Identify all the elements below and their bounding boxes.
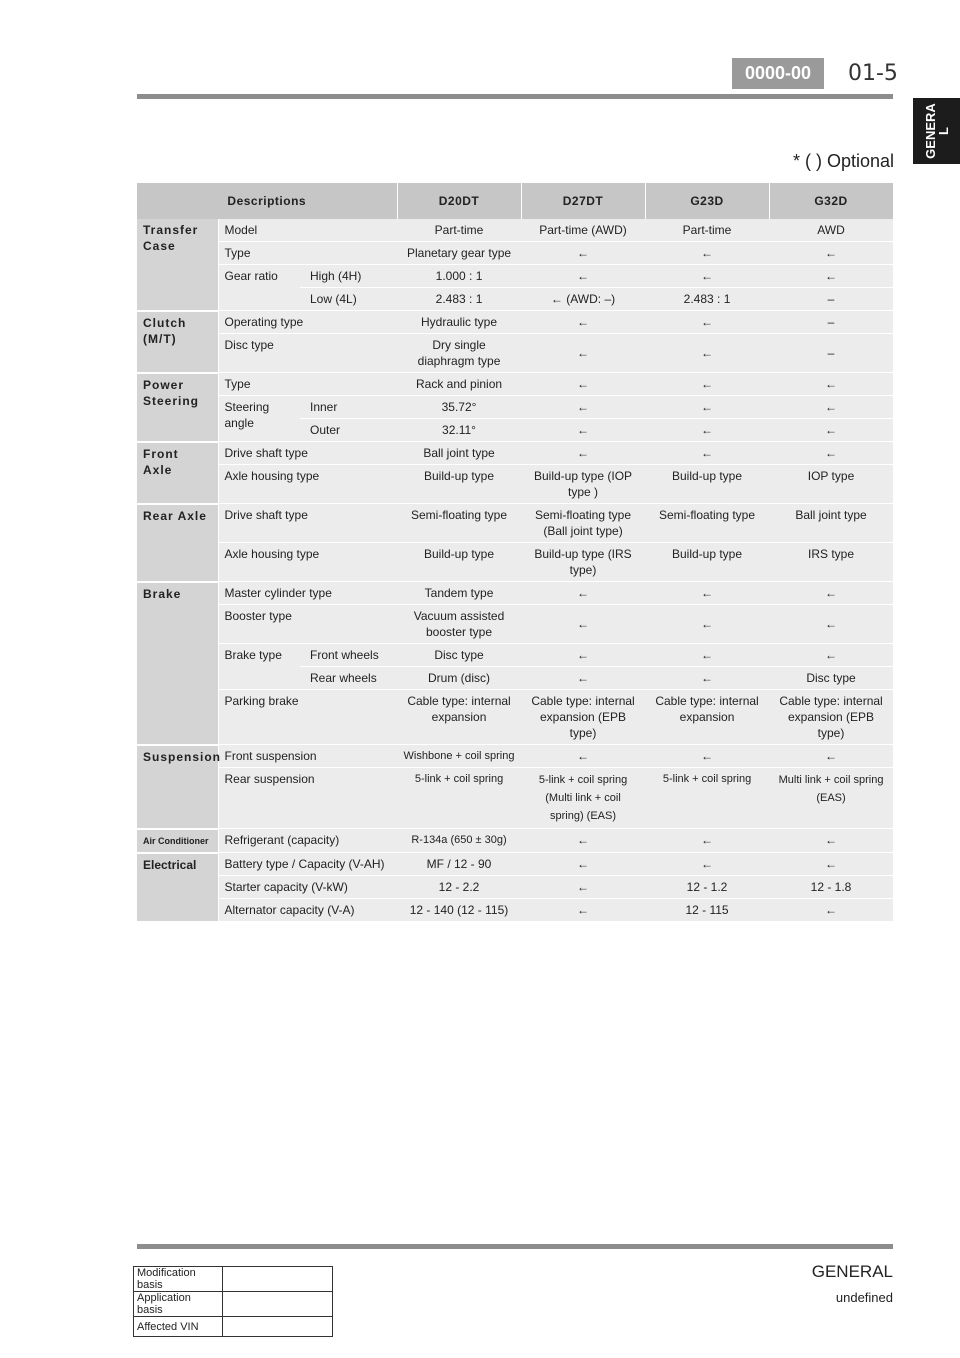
cell-value: ← <box>521 442 645 465</box>
cell-value: ← <box>645 311 769 334</box>
cell-value: ← <box>521 396 645 419</box>
cell-value: Build-up type (IOP type ) <box>521 465 645 504</box>
cell-value: ← <box>521 667 645 690</box>
cell-value: Drum (disc) <box>397 667 521 690</box>
row-sublabel: Low (4L) <box>300 288 397 311</box>
cell-value: ← <box>521 334 645 373</box>
affected-vin-label: Affected VIN <box>134 1317 223 1337</box>
table-row <box>137 465 893 504</box>
cell-value: Rack and pinion <box>397 373 521 396</box>
cell-value: R-134a (650 ± 30g) <box>397 829 521 853</box>
cell-value: ← <box>769 853 893 876</box>
cell-value: 35.72° <box>397 396 521 419</box>
cell-value: 5-link + coil spring <box>645 768 769 829</box>
modification-row <box>134 1267 333 1292</box>
cell-value: IOP type <box>769 465 893 504</box>
row-label: Type <box>218 373 397 396</box>
cell-value: ← <box>521 265 645 288</box>
page-number: 01-5 <box>848 61 898 86</box>
row-sublabel: High (4H) <box>300 265 397 288</box>
modification-label: Modification basis <box>134 1267 223 1292</box>
cell-value: ← <box>521 242 645 265</box>
cell-value: ← <box>769 419 893 442</box>
cell-value: ← <box>521 311 645 334</box>
section-side-tab[interactable] <box>913 98 960 164</box>
cell-value: 5-link + coil spring (Multi link + coil spring) (EAS) <box>521 768 645 829</box>
cell-value: ← <box>769 644 893 667</box>
modification-value <box>223 1267 333 1292</box>
cell-value: ← <box>769 373 893 396</box>
modification-row <box>134 1292 333 1317</box>
cell-value: ← <box>769 899 893 922</box>
cell-value: 12 - 1.8 <box>769 876 893 899</box>
category-brake: Brake <box>137 582 218 745</box>
row-label: Model <box>218 219 397 242</box>
cell-value: Disc type <box>397 644 521 667</box>
table-row <box>137 690 893 745</box>
header-d20dt: D20DT <box>397 183 521 219</box>
row-label: Front suspension <box>218 745 397 768</box>
cell-value: 12 - 2.2 <box>397 876 521 899</box>
header-d27dt: D27DT <box>521 183 645 219</box>
cell-value: 12 - 140 (12 - 115) <box>397 899 521 922</box>
row-sublabel: Front wheels <box>300 644 397 667</box>
table-row <box>137 265 893 288</box>
cell-value: Ball joint type <box>769 504 893 543</box>
table-row <box>137 504 893 543</box>
cell-value: 32.11° <box>397 419 521 442</box>
table-row <box>137 853 893 876</box>
cell-value: Part-time <box>397 219 521 242</box>
row-label: Type <box>218 242 397 265</box>
cell-value: Build-up type <box>397 465 521 504</box>
row-label: Alternator capacity (V-A) <box>218 899 397 922</box>
cell-value: ← <box>521 419 645 442</box>
cell-value: ← <box>521 745 645 768</box>
cell-value: Part-time (AWD) <box>521 219 645 242</box>
table-row <box>137 899 893 922</box>
row-label: Refrigerant (capacity) <box>218 829 397 853</box>
cell-value: 2.483 : 1 <box>397 288 521 311</box>
cell-value: Cable type: internal expansion <box>645 690 769 745</box>
table-row <box>137 876 893 899</box>
cell-value: ← <box>645 605 769 644</box>
category-power-steering: Power Steering <box>137 373 218 442</box>
cell-value: – <box>769 311 893 334</box>
cell-value: ← <box>645 582 769 605</box>
cell-value: ← <box>769 396 893 419</box>
cell-value: ← <box>645 745 769 768</box>
row-label: Master cylinder type <box>218 582 397 605</box>
cell-value: ← <box>645 396 769 419</box>
table-row <box>137 334 893 373</box>
cell-value: ← <box>521 373 645 396</box>
row-group-label: Brake type <box>218 644 300 690</box>
cell-value: Wishbone + coil spring <box>397 745 521 768</box>
table-row <box>137 582 893 605</box>
cell-value: ← <box>521 876 645 899</box>
cell-value: Hydraulic type <box>397 311 521 334</box>
cell-value: 2.483 : 1 <box>645 288 769 311</box>
category-transfer-case: Transfer Case <box>137 219 218 311</box>
table-row <box>137 219 893 242</box>
cell-value: MF / 12 - 90 <box>397 853 521 876</box>
table-row <box>137 644 893 667</box>
cell-value: Vacuum assisted booster type <box>397 605 521 644</box>
specifications-table <box>137 183 894 923</box>
row-label: Battery type / Capacity (V-AH) <box>218 853 397 876</box>
row-label: Drive shaft type <box>218 504 397 543</box>
row-group-label: Steering angle <box>218 396 300 442</box>
cell-value: ← <box>645 419 769 442</box>
cell-value: ← <box>521 582 645 605</box>
cell-value: ← <box>521 605 645 644</box>
cell-value: 12 - 1.2 <box>645 876 769 899</box>
table-row <box>137 829 893 853</box>
cell-value: Tandem type <box>397 582 521 605</box>
cell-value: ← <box>521 853 645 876</box>
top-divider <box>137 94 893 99</box>
application-label: Application basis <box>134 1292 223 1317</box>
table-row <box>137 373 893 396</box>
cell-value: Planetary gear type <box>397 242 521 265</box>
cell-value: – <box>769 334 893 373</box>
cell-value: Semi-floating type <box>397 504 521 543</box>
cell-value: Build-up type (IRS type) <box>521 543 645 582</box>
modification-box <box>133 1266 333 1337</box>
cell-value: Cable type: internal expansion <box>397 690 521 745</box>
row-sublabel: Outer <box>300 419 397 442</box>
cell-value: AWD <box>769 219 893 242</box>
category-air-conditioner: Air Conditioner <box>137 829 218 853</box>
table-row <box>137 768 893 829</box>
cell-value: ← <box>645 265 769 288</box>
cell-value: ← <box>645 853 769 876</box>
row-sublabel: Inner <box>300 396 397 419</box>
cell-value: ← <box>769 242 893 265</box>
row-label: Starter capacity (V-kW) <box>218 876 397 899</box>
cell-value: ← <box>769 605 893 644</box>
row-label: Drive shaft type <box>218 442 397 465</box>
table-row <box>137 242 893 265</box>
side-tab-label: GENERA L <box>922 103 951 159</box>
cell-value: Dry single diaphragm type <box>397 334 521 373</box>
table-header-row <box>137 183 893 219</box>
cell-value: Semi-floating type (Ball joint type) <box>521 504 645 543</box>
category-suspension: Suspension <box>137 745 218 829</box>
table-row <box>137 442 893 465</box>
header-g32d: G32D <box>769 183 893 219</box>
application-value <box>223 1292 333 1317</box>
category-front-axle: Front Axle <box>137 442 218 504</box>
cell-value: 12 - 115 <box>645 899 769 922</box>
cell-value: ← <box>769 829 893 853</box>
cell-value: ← <box>769 442 893 465</box>
cell-value: ← <box>645 373 769 396</box>
cell-value: ← <box>645 334 769 373</box>
cell-value: ← <box>645 829 769 853</box>
cell-value: Cable type: internal expansion (EPB type) <box>769 690 893 745</box>
header-descriptions: Descriptions <box>137 183 397 219</box>
cell-value: Build-up type <box>397 543 521 582</box>
cell-value: ← <box>521 829 645 853</box>
row-label: Disc type <box>218 334 397 373</box>
cell-value: 5-link + coil spring <box>397 768 521 829</box>
affected-vin-value <box>223 1317 333 1337</box>
category-rear-axle: Rear Axle <box>137 504 218 582</box>
cell-value: Build-up type <box>645 543 769 582</box>
cell-value: ← <box>521 899 645 922</box>
row-label: Parking brake <box>218 690 397 745</box>
row-label: Operating type <box>218 311 397 334</box>
row-label: Axle housing type <box>218 465 397 504</box>
cell-value: ← <box>769 582 893 605</box>
category-electrical: Electrical <box>137 853 218 922</box>
cell-value: Part-time <box>645 219 769 242</box>
footer-subtitle: undefined <box>835 1290 893 1305</box>
cell-value: Multi link + coil spring (EAS) <box>769 768 893 829</box>
row-label: Rear suspension <box>218 768 397 829</box>
cell-value: ← <box>521 644 645 667</box>
row-label: Axle housing type <box>218 543 397 582</box>
cell-value: Cable type: internal expansion (EPB type) <box>521 690 645 745</box>
cell-value: ← <box>645 644 769 667</box>
optional-note: * ( ) Optional <box>792 151 894 171</box>
cell-value: IRS type <box>769 543 893 582</box>
table-row <box>137 396 893 419</box>
cell-value: ← <box>645 242 769 265</box>
table-row <box>137 745 893 768</box>
cell-value: Build-up type <box>645 465 769 504</box>
cell-value: ← <box>645 667 769 690</box>
row-group-label: Gear ratio <box>218 265 300 311</box>
cell-value: – <box>769 288 893 311</box>
table-row <box>137 543 893 582</box>
cell-value: Ball joint type <box>397 442 521 465</box>
modification-row <box>134 1317 333 1337</box>
cell-value: ← <box>769 745 893 768</box>
table-row <box>137 311 893 334</box>
row-label: Booster type <box>218 605 397 644</box>
row-sublabel: Rear wheels <box>300 667 397 690</box>
cell-value: ← <box>645 442 769 465</box>
cell-value: ← (AWD: –) <box>521 288 645 311</box>
cell-value: Disc type <box>769 667 893 690</box>
category-clutch: Clutch (M/T) <box>137 311 218 373</box>
header-g23d: G23D <box>645 183 769 219</box>
footer-title: GENERAL <box>811 1262 893 1281</box>
section-code: 0000-00 <box>732 58 824 89</box>
cell-value: 1.000 : 1 <box>397 265 521 288</box>
table-row <box>137 605 893 644</box>
cell-value: ← <box>769 265 893 288</box>
cell-value: Semi-floating type <box>645 504 769 543</box>
bottom-divider <box>137 1244 893 1249</box>
